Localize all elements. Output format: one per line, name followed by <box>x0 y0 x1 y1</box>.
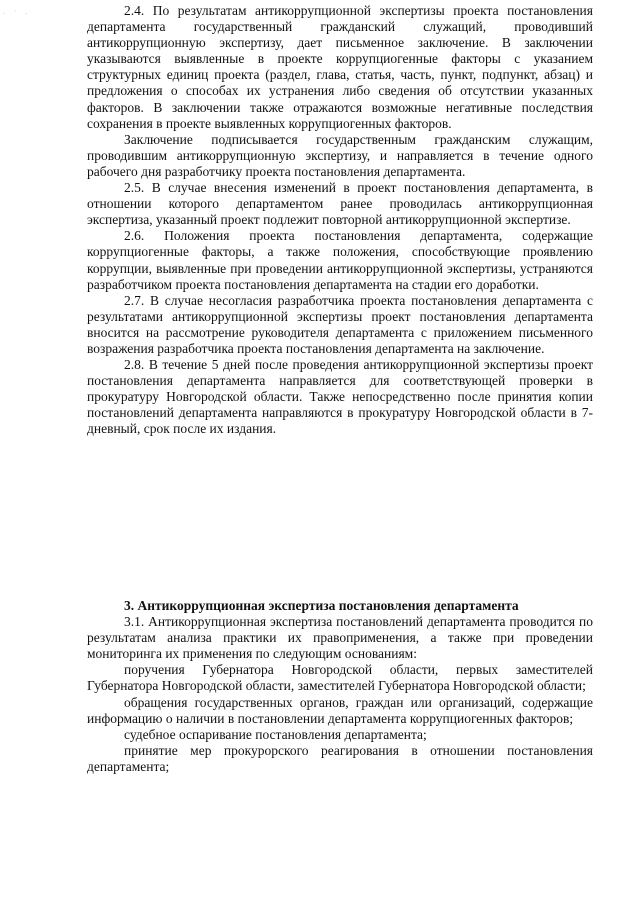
paragraph-3-1: 3.1. Антикоррупционная экспертиза постановлений департамента проводится по результатам анализа практики их правоприменения, а также при проведении мониторинга их применения по следующим основаниям: <box>87 614 593 662</box>
basis-governor-instructions: поручения Губернатора Новгородской области, первых заместителей Губернатора Новгородской области, заместителей Губернатора Новгородской области; <box>87 662 593 694</box>
scan-corner-marks: · ˙ · <box>3 10 31 18</box>
paragraph-2-7: 2.7. В случае несогласия разработчика проекта постановления департамента с результатами антикоррупционной экспертизы проект постановления департамента вносится на рассмотрение руководителя департамента с приложением письменного возражения разработчика проекта постановления департамента на заключение. <box>87 292 593 356</box>
basis-appeals: обращения государственных органов, граждан или организаций, содержащие информацию о наличии в постановлении департамента коррупциогенных факторов; <box>87 694 593 726</box>
paragraph-2-6: 2.6. Положения проекта постановления департамента, содержащие коррупциогенные факторы, а также положения, способствующие проявлению коррупции, выявленные при проведении антикоррупционной экспертизы, устраняются разработчиком проекта постановления департамента на стадии его доработки. <box>87 228 593 292</box>
basis-court-challenge: судебное оспаривание постановления департамента; <box>124 726 427 742</box>
paragraph-2-8: 2.8. В течение 5 дней после проведения антикоррупционной экспертизы проект постановления департамента направляется для соответствующей проверки в прокуратуру Новгородской области. Также непосредственно после принятия копии постановлений департамента направляются в прокуратуру Новгородской области в 7-дневный, срок после их издания. <box>87 357 593 437</box>
basis-prosecutor-measures: принятие мер прокурорского реагирования в отношении постановления департамента; <box>87 742 593 774</box>
section-3-heading: 3. Антикоррупционная экспертиза постановления департамента <box>124 598 519 613</box>
paragraph-2-5: 2.5. В случае внесения изменений в проект постановления департамента, в отношении которого департаментом ранее проводилась антикоррупционная экспертиза, указанный проект подлежит повторной антикоррупционной экспертизе. <box>87 180 593 228</box>
section-3-body <box>87 598 593 775</box>
section-2-body <box>87 3 593 438</box>
paragraph-2-4: 2.4. По результатам антикоррупционной экспертизы проекта постановления департамента государственный гражданский служащий, проводивший антикоррупционную экспертизу, дает письменное заключение. В заключении указываются выявленные в проекте коррупциогенные факторы с указанием структурных единиц проекта (раздел, глава, статья, часть, пункт, подпункт, абзац) и предложения о способах их устранения либо сведения об отсутствии указанных факторов. В заключении также отражаются возможные негативные последствия сохранения в проекте выявленных коррупциогенных факторов. <box>87 3 593 131</box>
paragraph-2-4-conclusion: Заключение подписывается государственным гражданским служащим, проводившим антикоррупционную экспертизу, и направляется в течение одного рабочего дня разработчику проекта постановления департамента. <box>87 131 593 179</box>
